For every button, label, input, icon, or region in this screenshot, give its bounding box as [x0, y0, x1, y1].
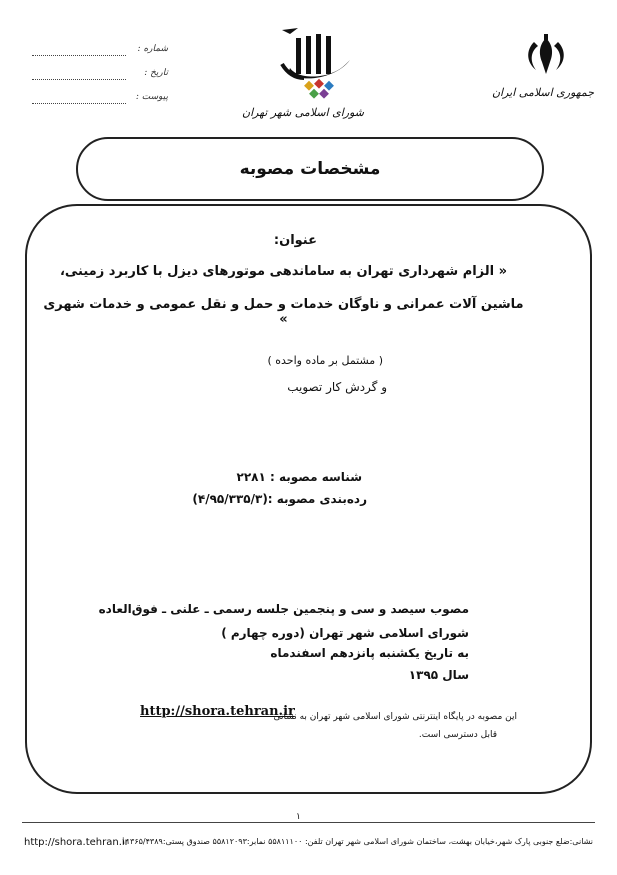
- session-line-4: سال ۱۳۹۵: [408, 668, 469, 682]
- session-line-3: به تاریخ یکشنبه پانزدهم اسفندماه: [270, 646, 469, 660]
- iran-emblem-icon: [520, 34, 572, 78]
- footer-address: نشانی:ضلع جنوبی پارک شهر،خیابان بهشت، ساختمان شورای اسلامی شهر تهران تلفن: ۵۵۸۱۱۱۰۰ نمابر:۵۵۸۱۲۰۹۳ صندوق پستی:۱۱۳۶۵/۴۳۸۹: [121, 837, 593, 846]
- date-label: تاریخ :: [144, 68, 168, 78]
- page-title: مشخصات مصوبه: [239, 159, 381, 179]
- website-link[interactable]: http://shora.tehran.ir: [140, 704, 295, 719]
- session-line-1: مصوب سیصد و سی و پنجمین جلسه رسمی ـ علنی ـ فوق‌العاده: [98, 602, 469, 616]
- number-label: شماره :: [137, 44, 168, 54]
- availability-line-1: این مصوبه در پایگاه اینترنتی شورای اسلامی شهر تهران به نشانی: [273, 712, 517, 722]
- number-field: [28, 44, 168, 60]
- title-box: [76, 137, 544, 201]
- page-number: ۱: [296, 812, 301, 822]
- date-dotted-line: [32, 79, 126, 80]
- emblem-label: جمهوری اسلامی ایران: [491, 86, 595, 99]
- subject-label: عنوان:: [273, 233, 317, 248]
- tehran-council-logo-icon: [268, 24, 368, 104]
- number-dotted-line: [32, 55, 126, 56]
- approval-id: شناسه مصوبه : ۲۲۸۱: [236, 470, 362, 484]
- availability-line-2: قابل دسترسی است.: [418, 730, 497, 740]
- subject-line-2: ماشین آلات عمرانی و ناوگان خدمات و حمل و نقل عمومی و خدمات شهری »: [43, 297, 524, 327]
- single-article-note: ( مشتمل بر ماده واحده ): [267, 354, 383, 367]
- session-line-2: شورای اسلامی شهر تهران (دوره چهارم ): [221, 626, 469, 640]
- approval-classification: رده‌بندی مصوبه :(۴/۹۵/۳۳۵/۳): [192, 492, 367, 506]
- footer-url[interactable]: http://shora.tehran.ir: [24, 837, 129, 848]
- workflow-note: و گردش کار تصویب: [287, 380, 387, 394]
- council-label: شورای اسلامی شهر تهران: [242, 106, 364, 119]
- attachment-dotted-line: [32, 103, 126, 104]
- subject-line-1: « الزام شهرداری تهران به ساماندهی موتورهای دیزل با کاربرد زمینی،: [59, 264, 508, 279]
- footer-divider: [22, 822, 595, 823]
- attachment-field: [28, 92, 168, 108]
- date-field: [28, 68, 168, 84]
- attachment-label: پیوست :: [135, 92, 168, 102]
